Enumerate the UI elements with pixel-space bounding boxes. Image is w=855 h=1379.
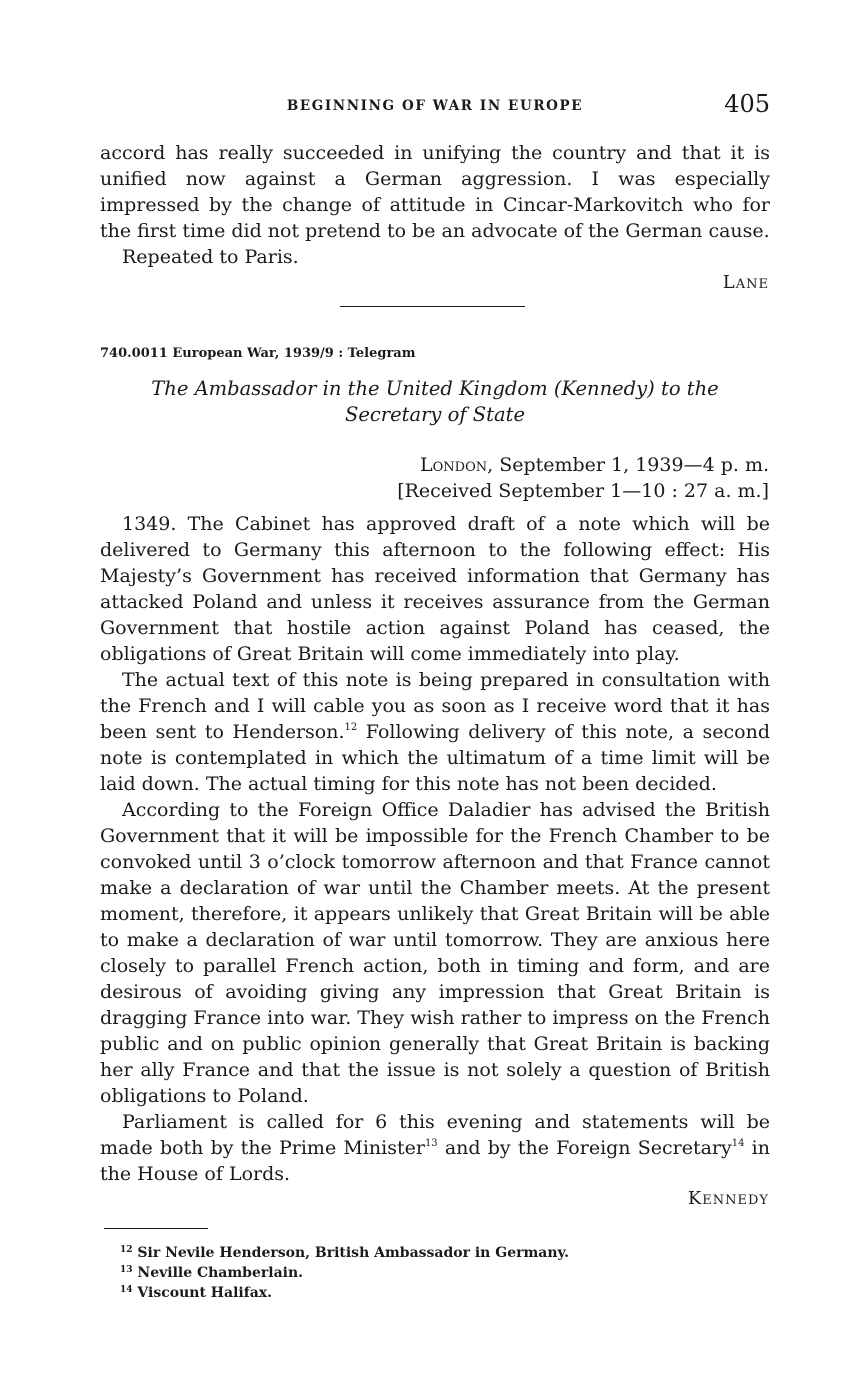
footnote-text: Viscount Halifax. — [132, 1285, 273, 1301]
date: , September 1, 1939—4 p. m. — [487, 454, 769, 476]
footnote-mark: 14 — [120, 1285, 133, 1295]
footnote-mark: 13 — [120, 1265, 133, 1275]
footnote-14 — [120, 1282, 569, 1302]
telegram-body — [100, 511, 770, 1187]
footnote-text: Sir Nevile Henderson, British Ambassador in Germany. — [132, 1245, 569, 1261]
footnote-12 — [120, 1242, 569, 1262]
dateline — [397, 452, 769, 504]
footnote-13 — [120, 1262, 569, 1282]
footnote-ref-14[interactable]: 14 — [731, 1138, 745, 1149]
paragraph-4-part-1: Parliament is called for 6 this evening and statements will be made both by the Prime Minister — [100, 1111, 770, 1159]
paragraph-4-part-2: and by the Foreign Secretary — [437, 1137, 732, 1159]
continued-paragraph: accord has really succeeded in unifying the country and that it is unified now against a German aggression. I was especially impressed by the change of attitude in Cincar-Markovitch who for the first time did not pretend to be an advocate of the German cause. — [100, 142, 770, 242]
paragraph-2-part-2: Following delivery of this note, a second note is contemplated in which the ultimatum of a time limit will be laid down. The actual timing for this note has not been decided. — [100, 721, 770, 795]
footnote-mark: 12 — [120, 1245, 133, 1255]
footnotes — [120, 1242, 569, 1302]
paragraph-2-part-1: The actual text of this note is being prepared in consultation with the French and I will cable you as soon as I receive word that it has been sent to Henderson. — [100, 669, 770, 743]
date-line — [397, 452, 769, 478]
paragraph-2 — [100, 667, 770, 797]
received-line: [Received September 1—10 : 27 a. m.] — [397, 480, 769, 502]
signature-lane: Lane — [722, 272, 769, 293]
continued-text — [100, 140, 770, 270]
footnote-ref-12[interactable]: 12 — [344, 722, 358, 733]
section-divider — [340, 306, 525, 307]
file-reference: 740.0011 European War, 1939/9 : Telegram — [100, 346, 416, 361]
signature-kennedy: Kennedy — [687, 1188, 769, 1209]
footnote-text: Neville Chamberlain. — [132, 1265, 304, 1281]
paragraph-4-part-3: in the House of Lords. — [100, 1137, 770, 1185]
running-title: BEGINNING OF WAR IN EUROPE — [286, 98, 584, 114]
document-title: The Ambassador in the United Kingdom (Kennedy) to the Secretary of State — [151, 377, 719, 426]
repeated-note: Repeated to Paris. — [122, 246, 299, 268]
paragraph-1: 1349. The Cabinet has approved draft of a note which will be delivered to Germany this afternoon to the following effect: His Majesty’s Government has received information that Germany has attacked Poland and unless it receives assurance from the German Government that hostile action against Poland has ceased, the obligations of Great Britain will come immediately into play. — [100, 513, 770, 665]
place: London — [420, 454, 488, 476]
footnote-ref-13[interactable]: 13 — [424, 1138, 438, 1149]
paragraph-4 — [100, 1109, 770, 1187]
running-head — [100, 90, 770, 124]
paragraph-3: According to the Foreign Office Daladier has advised the British Government that it will be impossible for the French Chamber to be convoked until 3 o’clock tomorrow afternoon and that France cannot make a declaration of war until the Chamber meets. At the present moment, therefore, it appears unlikely that Great Britain will be able to make a declaration of war until tomorrow. They are anxious here closely to parallel French action, both in timing and form, and are desirous of avoiding giving any impression that Great Britain is dragging France into war. They wish rather to impress on the French public and on public opinion generally that Great Britain is backing her ally France and that the issue is not solely a question of British obligations to Poland. — [100, 799, 770, 1107]
footnote-divider — [104, 1228, 208, 1229]
page-number: 405 — [724, 90, 770, 118]
